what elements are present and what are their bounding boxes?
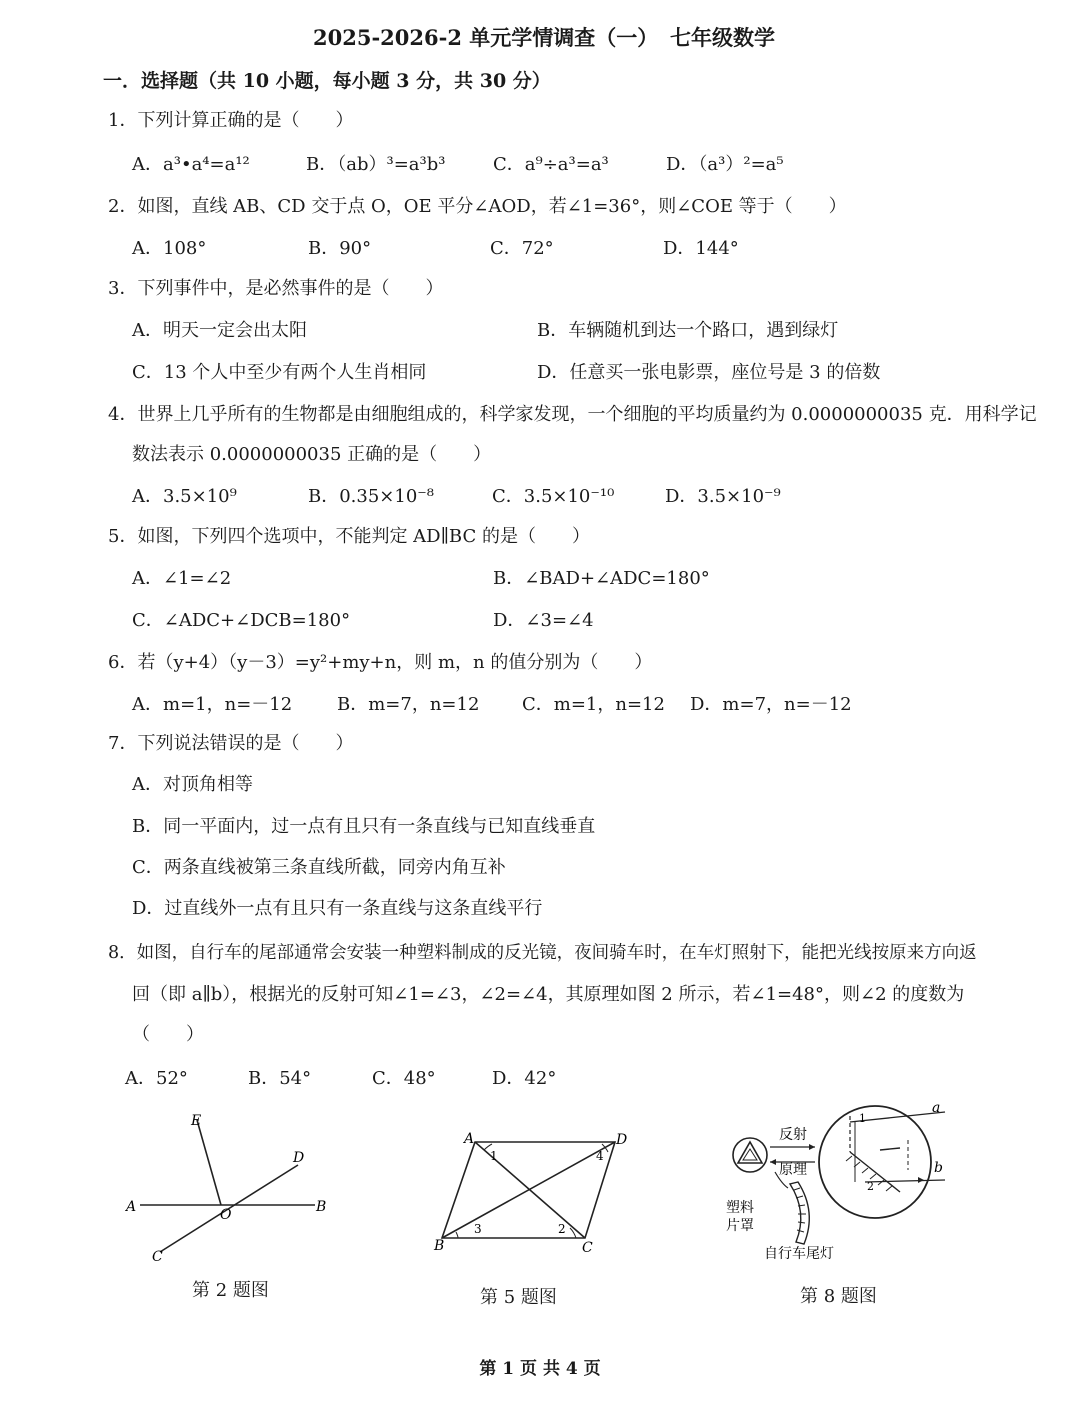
q2-option-c: C．72°	[490, 238, 554, 259]
question-2-stem: 2．如图，直线 AB、CD 交于点 O，OE 平分∠AOD，若∠1=36°，则∠COE 等于（ ）	[108, 196, 847, 217]
label-e: E	[191, 1113, 202, 1129]
question-7-stem: 7．下列说法错误的是（ ）	[108, 733, 354, 754]
q6-option-c: C．m=1，n=12	[522, 694, 665, 715]
q8-option-d: D．42°	[492, 1068, 557, 1089]
magnified-circle	[819, 1106, 931, 1218]
figure-2-caption: 第 2 题图	[192, 1280, 269, 1301]
q5-option-a: A．∠1=∠2	[132, 568, 232, 589]
q3-option-c: C．13 个人中至少有两个人生肖相同	[132, 362, 427, 383]
question-5-stem: 5．如图，下列四个选项中，不能判定 AD∥BC 的是（ ）	[108, 526, 590, 547]
q4-option-b: B．0.35×10⁻⁸	[308, 486, 435, 507]
q8-option-c: C．48°	[372, 1068, 436, 1089]
angle-label-1: 1	[859, 1112, 866, 1125]
q4-option-d: D．3.5×10⁻⁹	[665, 486, 781, 507]
q3-option-b: B．车辆随机到达一个路口，遇到绿灯	[537, 320, 839, 341]
q2-option-a: A．108°	[132, 238, 207, 259]
section-heading: 一．选择题（共 10 小题，每小题 3 分，共 30 分）	[103, 70, 551, 92]
label-plastic-2: 片罩	[726, 1218, 754, 1234]
question-1-stem: 1．下列计算正确的是（ ）	[108, 110, 354, 131]
q2-option-d: D．144°	[663, 238, 739, 259]
label-c: C	[152, 1249, 163, 1265]
ray-oe	[197, 1120, 221, 1205]
plastic-cover	[790, 1182, 809, 1244]
exam-subject: 七年级数学	[670, 25, 775, 50]
q7-option-c: C．两条直线被第三条直线所截，同旁内角互补	[132, 857, 506, 878]
q1-option-c: C．a⁹÷a³=a³	[493, 154, 609, 175]
q7-option-b: B．同一平面内，过一点有且只有一条直线与已知直线垂直	[132, 816, 596, 837]
angle-label-1: 1	[490, 1149, 498, 1163]
question-4-stem-line2: 数法表示 0.0000000035 正确的是（ ）	[132, 444, 492, 465]
figure-2-diagram	[120, 1105, 340, 1265]
question-6-stem: 6．若（y+4）（y－3）=y²+my+n，则 m，n 的值分别为（ ）	[108, 652, 653, 673]
question-8-stem-line2: 回（即 a∥b），根据光的反射可知∠1=∠3，∠2=∠4，其原理如图 2 所示，若∠1=48°，则∠2 的度数为	[132, 984, 965, 1005]
angle-label-4: 4	[596, 1149, 604, 1163]
label-o: O	[220, 1207, 232, 1223]
angle-label-2: 2	[867, 1180, 874, 1193]
page-footer: 第 1 页 共 4 页	[479, 1359, 601, 1379]
figure-5-caption: 第 5 题图	[480, 1287, 557, 1308]
figure-8-caption: 第 8 题图	[800, 1286, 877, 1307]
label-principle: 原理	[779, 1162, 807, 1178]
label-a: A	[464, 1131, 475, 1147]
label-b: b	[934, 1160, 943, 1176]
figure-8-diagram	[720, 1092, 960, 1272]
q1-option-d: D．（a³）²=a⁵	[666, 154, 784, 175]
q8-option-b: B．54°	[248, 1068, 312, 1089]
label-plastic-1: 塑料	[726, 1200, 754, 1216]
q3-option-a: A．明天一定会出太阳	[132, 320, 307, 341]
label-d: D	[293, 1150, 305, 1166]
q5-option-b: B．∠BAD+∠ADC=180°	[493, 568, 710, 589]
question-8-stem-line1: 8．如图，自行车的尾部通常会安装一种塑料制成的反光镜，夜间骑车时，在车灯照射下，能把光线按原来方向返	[108, 943, 977, 963]
q6-option-d: D．m=7，n=－12	[690, 694, 852, 715]
question-3-stem: 3．下列事件中，是必然事件的是（ ）	[108, 278, 444, 299]
label-a: A	[126, 1199, 137, 1215]
label-c: C	[582, 1240, 593, 1256]
q4-option-a: A．3.5×10⁹	[132, 486, 237, 507]
angle-label-3: 3	[474, 1222, 482, 1236]
angle-label-2: 2	[558, 1222, 566, 1236]
q1-option-a: A．a³•a⁴=a¹²	[132, 154, 250, 175]
q3-option-d: D．任意买一张电影票，座位号是 3 的倍数	[537, 362, 881, 383]
q8-option-a: A．52°	[125, 1068, 188, 1089]
label-b: B	[434, 1238, 445, 1254]
question-8-stem-line3: （ ）	[132, 1024, 204, 1045]
q5-option-c: C．∠ADC+∠DCB=180°	[132, 610, 351, 631]
exam-title: 2025-2026-2 单元学情调查（一）	[313, 25, 659, 50]
label-a: a	[932, 1100, 941, 1116]
q5-option-d: D．∠3=∠4	[493, 610, 594, 631]
q1-option-b: B．（ab）³=a³b³	[306, 154, 446, 175]
label-d: D	[616, 1132, 628, 1148]
label-taillight: 自行车尾灯	[764, 1246, 834, 1262]
figure-5-diagram	[420, 1128, 640, 1258]
question-4-stem-line1: 4．世界上几乎所有的生物都是由细胞组成的，科学家发现，一个细胞的平均质量约为 0.0000000035 克．用科学记	[108, 404, 1037, 425]
q6-option-a: A．m=1，n=－12	[132, 694, 293, 715]
label-b: B	[316, 1199, 327, 1215]
q4-option-c: C．3.5×10⁻¹⁰	[492, 486, 615, 507]
q7-option-d: D．过直线外一点有且只有一条直线与这条直线平行	[132, 898, 543, 919]
q6-option-b: B．m=7，n=12	[337, 694, 480, 715]
label-reflect: 反射	[779, 1127, 807, 1143]
q2-option-b: B．90°	[308, 238, 372, 259]
q7-option-a: A．对顶角相等	[132, 774, 253, 795]
